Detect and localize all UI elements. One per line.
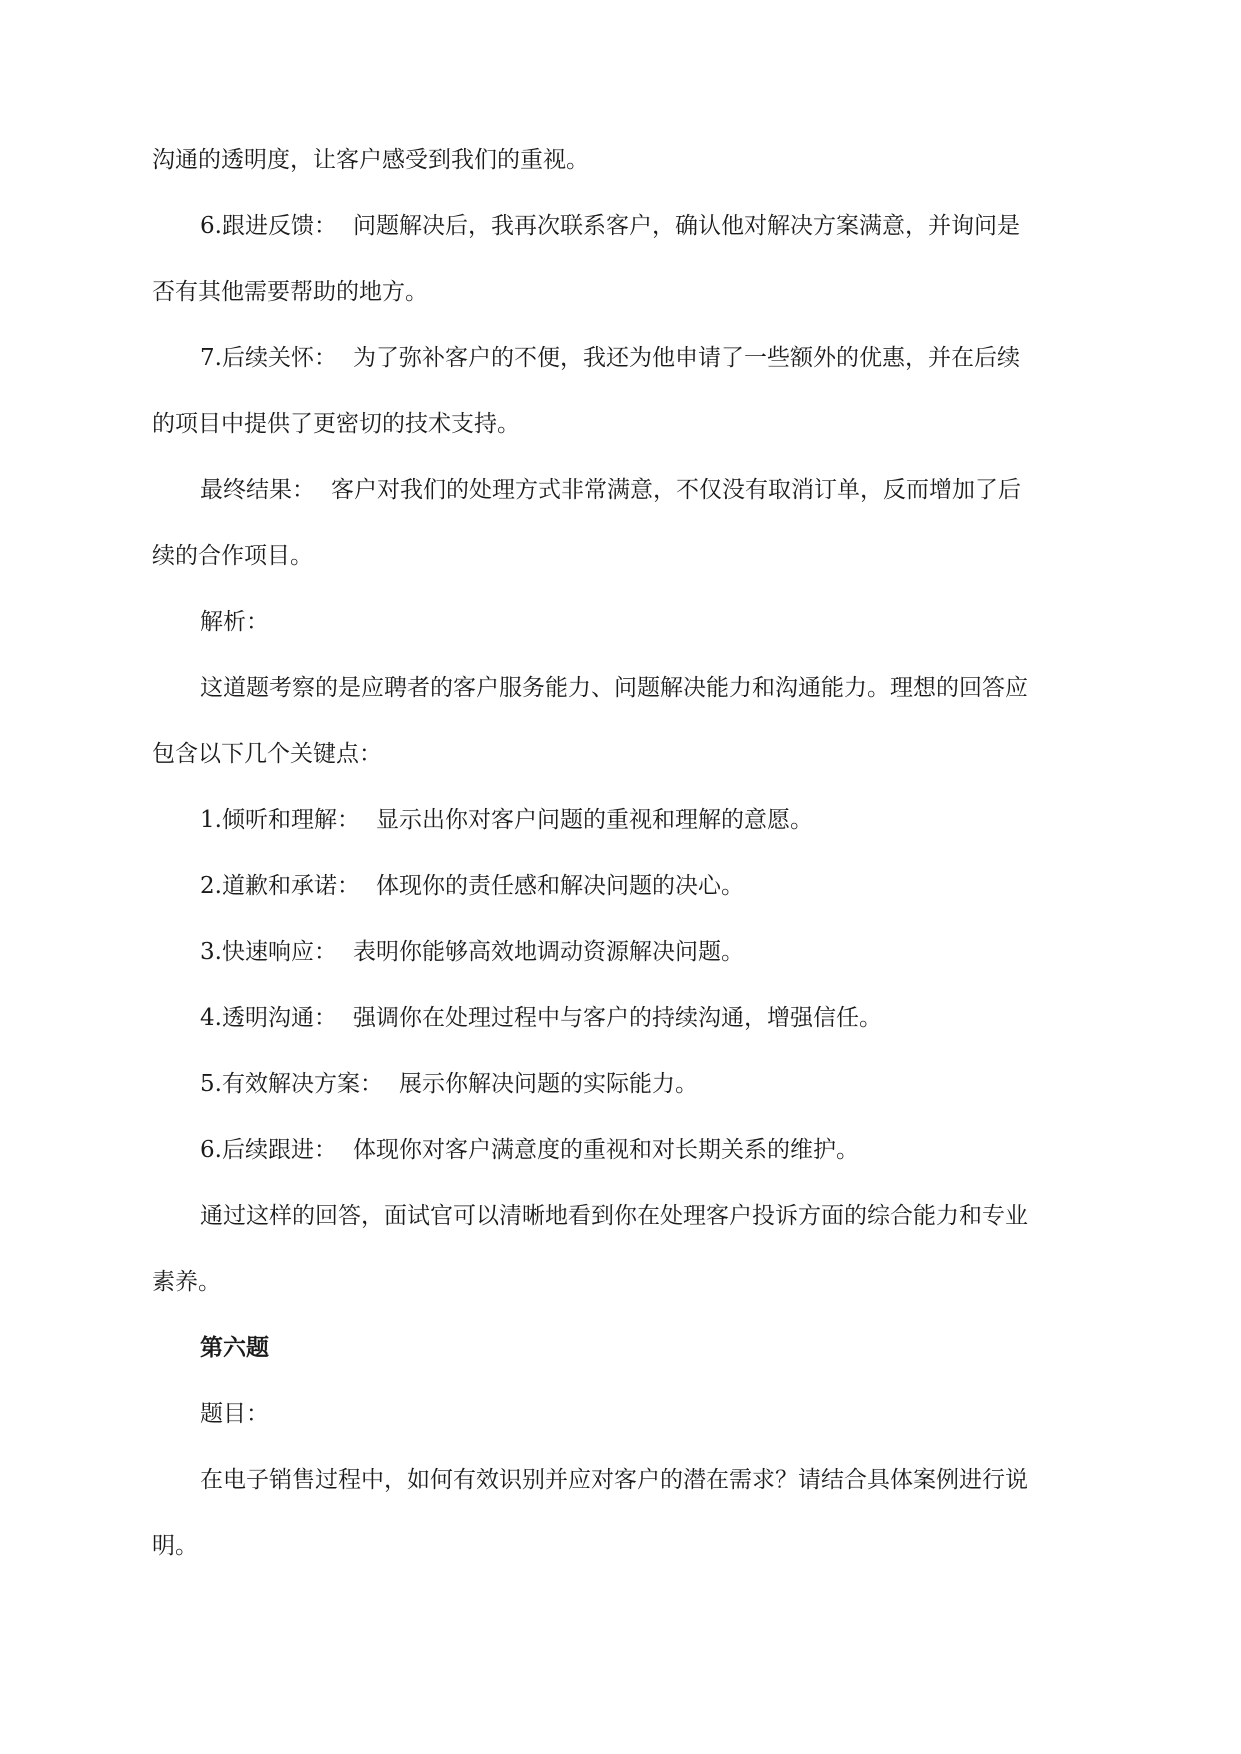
key-point-item <box>200 805 813 835</box>
paragraph-line <box>200 1201 1028 1231</box>
question-text <box>152 1531 198 1561</box>
text: 解析： <box>200 609 269 635</box>
item-text: 体现你的责任感和解决问题的决心。 <box>375 873 744 899</box>
question-label <box>200 1399 269 1429</box>
text: 续的合作项目。 <box>152 543 313 569</box>
item-label: 3.快速响应： <box>200 939 337 965</box>
item-label: 1.倾听和理解： <box>200 807 360 833</box>
key-point-item <box>200 1003 882 1033</box>
text: 题目： <box>200 1401 269 1427</box>
text: 素养。 <box>152 1269 221 1295</box>
item-text: 展示你解决问题的实际能力。 <box>398 1071 698 1097</box>
item-text: 问题解决后，我再次联系客户，确认他对解决方案满意，并询问是 <box>352 213 1020 239</box>
text: 这道题考察的是应聘者的客户服务能力、问题解决能力和沟通能力。理想的回答应 <box>200 675 1028 701</box>
item-label: 5.有效解决方案： <box>200 1071 383 1097</box>
item-text: 为了弥补客户的不便，我还为他申请了一些额外的优惠，并在后续 <box>352 345 1020 371</box>
text: 的项目中提供了更密切的技术支持。 <box>152 411 520 437</box>
item-text: 体现你对客户满意度的重视和对长期关系的维护。 <box>352 1137 859 1163</box>
paragraph-line <box>152 1267 221 1297</box>
item-label: 2.道歉和承诺： <box>200 873 360 899</box>
item-text: 显示出你对客户问题的重视和理解的意愿。 <box>375 807 813 833</box>
list-item-after-care <box>200 343 1020 373</box>
question-heading <box>200 1333 269 1363</box>
list-item-follow-up-feedback <box>200 211 1020 241</box>
text: 包含以下几个关键点： <box>152 741 382 767</box>
text: 通过这样的回答，面试官可以清晰地看到你在处理客户投诉方面的综合能力和专业 <box>200 1203 1028 1229</box>
paragraph-line <box>152 541 313 571</box>
key-point-item <box>200 1069 698 1099</box>
paragraph-line <box>152 409 520 439</box>
key-point-item <box>200 937 744 967</box>
item-label: 6.跟进反馈： <box>200 213 337 239</box>
item-text: 客户对我们的处理方式非常满意，不仅没有取消订单，反而增加了后 <box>331 477 1021 503</box>
item-text: 强调你在处理过程中与客户的持续沟通，增强信任。 <box>352 1005 882 1031</box>
text: 在电子销售过程中，如何有效识别并应对客户的潜在需求？请结合具体案例进行说 <box>200 1467 1028 1493</box>
question-text <box>200 1465 1028 1495</box>
final-result-line <box>200 475 1021 505</box>
text: 明。 <box>152 1533 198 1559</box>
text: 沟通的透明度，让客户感受到我们的重视。 <box>152 147 589 173</box>
item-label: 最终结果： <box>200 477 315 503</box>
item-label: 7.后续关怀： <box>200 345 337 371</box>
key-point-item <box>200 1135 859 1165</box>
key-point-item <box>200 871 744 901</box>
paragraph-line <box>200 673 1028 703</box>
analysis-heading <box>200 607 269 637</box>
item-text: 表明你能够高效地调动资源解决问题。 <box>352 939 744 965</box>
item-label: 6.后续跟进： <box>200 1137 337 1163</box>
text: 第六题 <box>200 1334 269 1361</box>
paragraph-line <box>152 145 589 175</box>
paragraph-line <box>152 739 382 769</box>
item-label: 4.透明沟通： <box>200 1005 337 1031</box>
paragraph-line <box>152 277 428 307</box>
text: 否有其他需要帮助的地方。 <box>152 279 428 305</box>
